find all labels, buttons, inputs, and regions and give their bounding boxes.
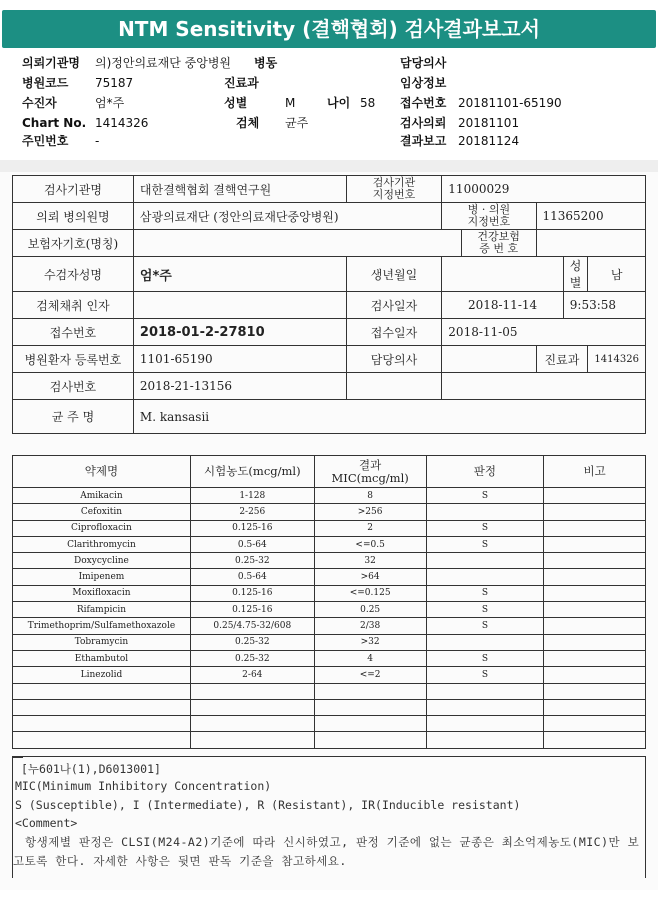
birth-value (442, 257, 564, 292)
drug-cell-mic: 4 (314, 650, 426, 666)
sensitivity-table (12, 455, 646, 749)
sex-label: 성별 (224, 96, 248, 110)
drug-cell-note (544, 585, 646, 601)
specimen-label: 검체 (236, 116, 260, 130)
drug-cell-mic: 0.25 (314, 602, 426, 618)
drug-cell-name: Doxycycline (13, 553, 191, 569)
drug-row (13, 667, 646, 683)
health-value (536, 230, 646, 257)
drug-cell-mic (314, 699, 426, 715)
drug-cell-note (544, 536, 646, 552)
doctor-label: 담당의사 (400, 56, 447, 70)
comment-code: [누601나(1),D6013001] (21, 762, 161, 776)
drug-cell-range: 0.25-32 (190, 634, 314, 650)
request-value: 20181101 (458, 116, 520, 130)
drug-cell-mic: <=0.125 (314, 585, 426, 601)
drug-cell-mic: >256 (314, 504, 426, 520)
drug-cell-note (544, 618, 646, 634)
drug-cell-note (544, 520, 646, 536)
receipt-value: 20181101-65190 (458, 96, 562, 110)
insured-label: 보험자기호(명칭) (13, 230, 134, 257)
drug-cell-judge: S (426, 520, 544, 536)
drug-cell-mic: 2 (314, 520, 426, 536)
patient-no-label: 병원환자 등록번호 (13, 346, 134, 373)
dept-label-cell: 진료과 (536, 346, 588, 373)
drug-row (13, 634, 646, 650)
lab-code-label-line2: 지정번호 (372, 188, 416, 201)
drug-cell-judge: S (426, 536, 544, 552)
drug-cell-range: 0.25-32 (190, 650, 314, 666)
drug-cell-judge (426, 504, 544, 520)
drug-cell-mic: >32 (314, 634, 426, 650)
section-divider (0, 160, 658, 172)
drug-cell-name: Trimethoprim/Sulfamethoxazole (13, 618, 191, 634)
receipt-label: 접수번호 (400, 96, 447, 110)
drug-cell-note (544, 553, 646, 569)
drug-cell-note (544, 716, 646, 732)
drug-row (13, 683, 646, 699)
receipt-no-value: 2018-01-2-27810 (133, 319, 346, 346)
drug-cell-range (190, 732, 314, 748)
specimen-value: 균주 (285, 116, 309, 130)
drug-cell-name: Amikacin (13, 488, 191, 504)
drug-cell-name (13, 732, 191, 748)
test-date-value: 2018-11-14 (442, 292, 564, 319)
scanned-report (0, 172, 658, 890)
drug-cell-note (544, 732, 646, 748)
dept-label: 진료과 (224, 76, 259, 90)
drug-cell-name (13, 699, 191, 715)
drug-row (13, 585, 646, 601)
drug-row (13, 716, 646, 732)
lab-code-label (346, 176, 442, 203)
receipt-date-value: 2018-11-05 (442, 319, 646, 346)
drug-cell-judge: S (426, 602, 544, 618)
drug-cell-range: 2-256 (190, 504, 314, 520)
drug-cell-note (544, 683, 646, 699)
drug-row (13, 520, 646, 536)
col-drug-header: 약제명 (13, 456, 191, 488)
birth-label: 생년월일 (346, 257, 442, 292)
col-mic-header-line1: 결과 (359, 457, 382, 472)
drug-cell-mic (314, 683, 426, 699)
test-no-spacer (346, 373, 442, 400)
hospital-value: 삼광의료재단 (정안의료재단중앙병원) (133, 203, 441, 230)
drug-row (13, 732, 646, 748)
drug-cell-range (190, 683, 314, 699)
chart-label: Chart No. (22, 116, 87, 130)
strain-label: 균 주 명 (13, 400, 134, 434)
drug-cell-name: Rifampicin (13, 602, 191, 618)
drug-cell-judge (426, 569, 544, 585)
health-label-line1: 건강보험 (477, 230, 520, 243)
drug-cell-name: Linezolid (13, 667, 191, 683)
comment-legend: S (Susceptible), I (Intermediate), R (Resistant), IR(Inducible resistant) (15, 798, 521, 812)
drug-cell-range (190, 716, 314, 732)
drug-cell-range: 0.125-16 (190, 520, 314, 536)
drug-cell-judge: S (426, 585, 544, 601)
name-label: 수검자성명 (13, 257, 134, 292)
comment-tick (13, 757, 23, 758)
comment-mic-definition: MIC(Minimum Inhibitory Concentration) (15, 779, 272, 793)
comment-text: 항생제별 판정은 CLSI(M24-A2)기준에 따라 신시하였고, 판정 기준에 없는 균종은 최소억제농도(MIC)만 보고토록 한다. 자세한 사항은 뒷면 판독 기준을 참고하세요. (13, 835, 640, 868)
drug-cell-mic: 8 (314, 488, 426, 504)
drug-cell-range: 0.125-16 (190, 585, 314, 601)
drug-cell-mic: 2/38 (314, 618, 426, 634)
drug-row (13, 553, 646, 569)
drug-cell-range: 0.5-64 (190, 536, 314, 552)
drug-cell-judge: S (426, 488, 544, 504)
col-mic-header-line2: MIC(mcg/ml) (331, 470, 409, 485)
code-value: 75187 (95, 76, 134, 90)
drug-cell-mic: <=0.5 (314, 536, 426, 552)
drug-cell-note (544, 602, 646, 618)
comment-box (12, 756, 646, 878)
chart-value: 1414326 (95, 116, 149, 130)
drug-cell-mic: 32 (314, 553, 426, 569)
patient-no-value: 1101-65190 (133, 346, 346, 373)
drug-row (13, 504, 646, 520)
drug-cell-mic: <=2 (314, 667, 426, 683)
test-time-value: 9:53:58 (563, 292, 645, 319)
code-label: 병원코드 (22, 76, 69, 90)
clinic-label: 임상정보 (400, 76, 447, 90)
collector-value (133, 292, 346, 319)
drug-cell-note (544, 504, 646, 520)
hosp-code-value: 11365200 (536, 203, 646, 230)
drug-cell-note (544, 488, 646, 504)
lab-name-label: 검사기관명 (13, 176, 134, 203)
test-date-label: 검사일자 (346, 292, 442, 319)
insured-value (133, 230, 461, 257)
ward-label: 병동 (254, 56, 278, 70)
col-note-header: 비고 (544, 456, 646, 488)
hospital-label: 의뢰 병의원명 (13, 203, 134, 230)
test-no-value: 2018-21-13156 (133, 373, 346, 400)
drug-row (13, 602, 646, 618)
lab-code-label-line1: 검사기관 (372, 176, 416, 189)
drug-row (13, 536, 646, 552)
hosp-code-label-line2: 지정번호 (467, 215, 511, 228)
drug-cell-note (544, 634, 646, 650)
drug-cell-name: Ciprofloxacin (13, 520, 191, 536)
drug-row (13, 650, 646, 666)
col-judge-header: 판정 (426, 456, 544, 488)
doctor-value-cell (442, 346, 536, 373)
drug-cell-range (190, 699, 314, 715)
drug-rows (13, 488, 646, 749)
strain-value: M. kansasii (133, 400, 645, 434)
col-mic-header (314, 456, 426, 488)
drug-row (13, 488, 646, 504)
drug-cell-judge (426, 732, 544, 748)
request-label: 검사의뢰 (400, 116, 447, 130)
drug-row (13, 618, 646, 634)
report-label: 결과보고 (400, 134, 447, 148)
col-range-header: 시험농도(mcg/ml) (190, 456, 314, 488)
test-no-blank (442, 373, 646, 400)
test-no-label: 검사번호 (13, 373, 134, 400)
drug-cell-range: 0.125-16 (190, 602, 314, 618)
receipt-no-label: 접수번호 (13, 319, 134, 346)
drug-cell-judge (426, 634, 544, 650)
drug-cell-note (544, 569, 646, 585)
drug-cell-name: Moxifloxacin (13, 585, 191, 601)
drug-cell-judge: S (426, 618, 544, 634)
patient-value: 엄*주 (95, 96, 125, 110)
drug-cell-range: 1-128 (190, 488, 314, 504)
doctor-label-cell: 담당의사 (346, 346, 442, 373)
comment-heading: <Comment> (15, 816, 78, 830)
drug-cell-judge: S (426, 650, 544, 666)
dept-value-cell: 1414326 (588, 346, 646, 373)
report-title: NTM Sensitivity (결핵협회) 검사결과보고서 (2, 10, 656, 48)
hosp-code-label (442, 203, 536, 230)
drug-cell-note (544, 650, 646, 666)
drug-cell-mic: >64 (314, 569, 426, 585)
lab-code-value: 11000029 (442, 176, 646, 203)
receipt-date-label: 접수일자 (346, 319, 442, 346)
sex-value: M (285, 96, 296, 110)
name-value: 엄*주 (133, 257, 346, 292)
drug-cell-range: 2-64 (190, 667, 314, 683)
drug-cell-name (13, 683, 191, 699)
sex-label-cell: 성별 (563, 257, 588, 292)
collector-label: 검체채취 인자 (13, 292, 134, 319)
drug-cell-name: Ethambutol (13, 650, 191, 666)
patient-header (22, 52, 642, 152)
drug-cell-name: Tobramycin (13, 634, 191, 650)
drug-row (13, 569, 646, 585)
patient-label: 수진자 (22, 96, 57, 110)
rrn-label: 주민번호 (22, 134, 69, 148)
drug-cell-name (13, 716, 191, 732)
drug-cell-judge: S (426, 667, 544, 683)
drug-cell-judge (426, 699, 544, 715)
inst-label: 의뢰기관명 (22, 56, 80, 70)
drug-cell-judge (426, 553, 544, 569)
drug-cell-range: 0.25/4.75-32/608 (190, 618, 314, 634)
drug-cell-range: 0.5-64 (190, 569, 314, 585)
age-label: 나이 (327, 96, 351, 110)
drug-cell-mic (314, 716, 426, 732)
drug-cell-mic (314, 732, 426, 748)
report-info-table (12, 175, 646, 434)
drug-cell-note (544, 699, 646, 715)
inst-value: 의)정안의료재단 중앙병원 (95, 56, 232, 70)
drug-cell-judge (426, 716, 544, 732)
lab-name-value: 대한결핵협회 결핵연구원 (133, 176, 346, 203)
hosp-code-label-line1: 병 · 의원 (467, 203, 511, 216)
report-value: 20181124 (458, 134, 520, 148)
drug-cell-name: Cefoxitin (13, 504, 191, 520)
drug-cell-note (544, 667, 646, 683)
rrn-value: - (95, 134, 100, 148)
age-value: 58 (360, 96, 376, 110)
drug-cell-range: 0.25-32 (190, 553, 314, 569)
drug-cell-name: Imipenem (13, 569, 191, 585)
drug-row (13, 699, 646, 715)
sex-value-cell: 남 (588, 257, 646, 292)
drug-cell-judge (426, 683, 544, 699)
health-label (461, 230, 536, 257)
health-label-line2: 증 번 호 (479, 242, 519, 255)
drug-cell-name: Clarithromycin (13, 536, 191, 552)
